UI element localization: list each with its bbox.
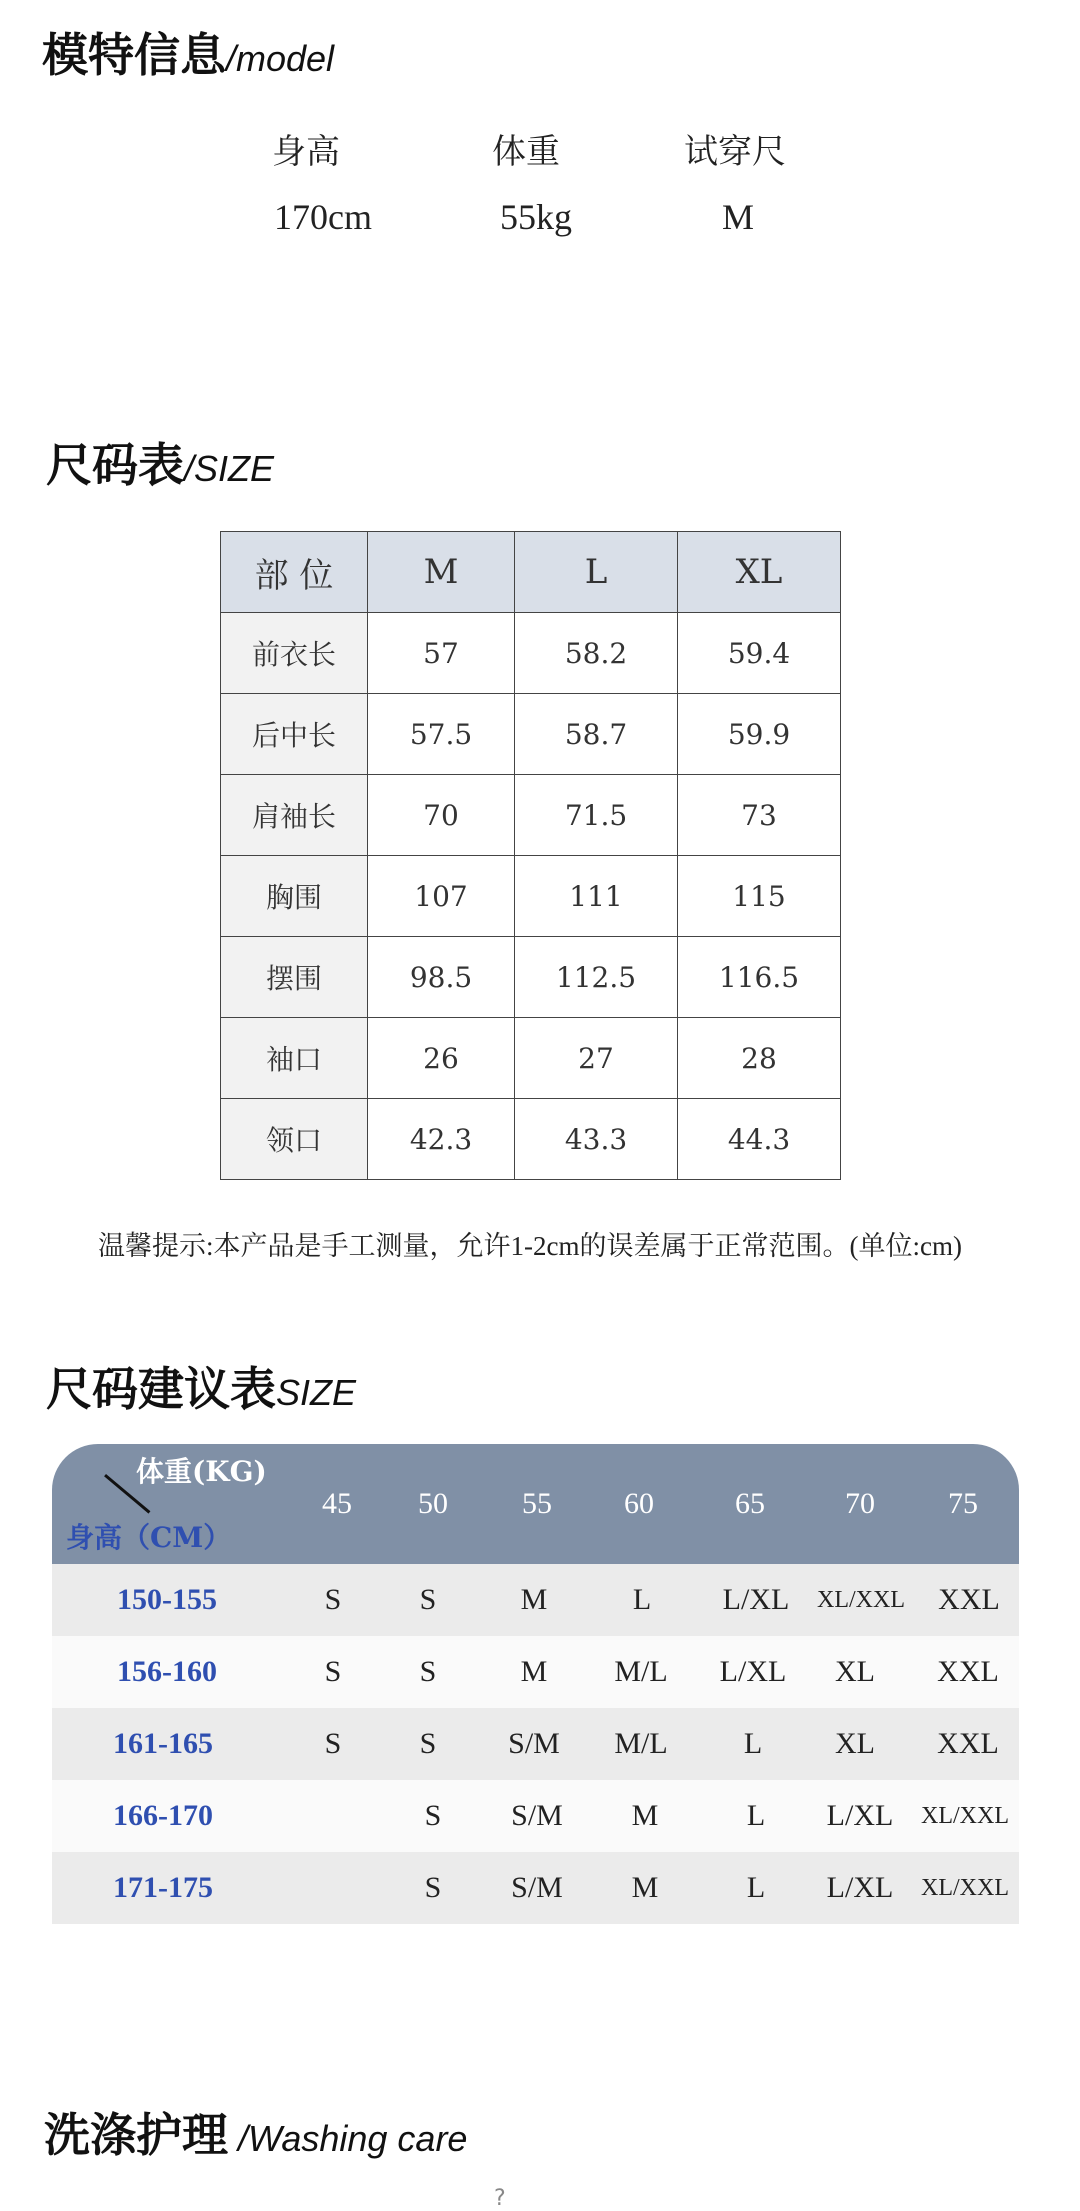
size-table-part: 摆围 — [221, 937, 368, 1018]
size-note: 温馨提示:本产品是手工测量，允许1-2cm的误差属于正常范围。(单位:cm) — [98, 1231, 962, 1261]
size-table-header-m: M — [368, 532, 515, 613]
size-suggestion: L/XL — [722, 1583, 790, 1616]
size-table-cell: 107 — [368, 856, 515, 937]
size-suggestion: M — [520, 1583, 548, 1616]
size-table-cell: 70 — [368, 775, 515, 856]
recommend-title-en: SIZE — [276, 1372, 357, 1413]
size-table-cell: 73 — [678, 775, 841, 856]
size-suggestion: L/XL — [719, 1655, 787, 1688]
recommend-table — [52, 1444, 1019, 1924]
size-table — [220, 531, 841, 1180]
recommend-row — [52, 1636, 1019, 1708]
size-table-cell: 59.4 — [678, 613, 841, 694]
size-suggestion: M — [631, 1871, 659, 1904]
size-suggestion: XL/XXL — [817, 1586, 905, 1613]
weight-header: 75 — [948, 1487, 978, 1520]
weight-header: 70 — [845, 1487, 875, 1520]
size-table-cell: 111 — [515, 856, 678, 937]
size-table-header-part: 部 位 — [221, 532, 368, 613]
size-table-row — [221, 694, 841, 775]
size-suggestion: L — [746, 1799, 766, 1832]
size-table-cell: 98.5 — [368, 937, 515, 1018]
size-table-cell: 112.5 — [515, 937, 678, 1018]
washing-title-cn: 洗涤护理 — [44, 2108, 228, 2162]
size-table-header-l: L — [515, 532, 678, 613]
size-suggestion: XL — [835, 1727, 875, 1760]
size-table-header-xl: XL — [678, 532, 841, 613]
size-table-cell: 57 — [368, 613, 515, 694]
size-suggestion: S — [324, 1655, 342, 1688]
height-range: 166-170 — [113, 1799, 213, 1832]
model-title-en: /model — [226, 38, 335, 79]
size-table-cell: 116.5 — [678, 937, 841, 1018]
size-suggestion: S/M — [508, 1727, 560, 1760]
size-table-part: 袖口 — [221, 1018, 368, 1099]
size-suggestion: M/L — [614, 1655, 668, 1688]
model-header-weight: 体重 — [492, 132, 560, 172]
size-suggestion: XXL — [938, 1583, 1000, 1616]
recommend-section-title — [46, 1362, 357, 1416]
recommend-row — [52, 1708, 1019, 1780]
model-header-size: 试穿尺 — [684, 132, 786, 172]
size-table-header-row — [221, 532, 841, 613]
size-suggestion: XL/XXL — [921, 1802, 1009, 1829]
size-table-cell: 115 — [678, 856, 841, 937]
size-table-cell: 43.3 — [515, 1099, 678, 1180]
size-table-cell: 42.3 — [368, 1099, 515, 1180]
size-suggestion: S — [424, 1871, 442, 1904]
size-table-cell: 58.2 — [515, 613, 678, 694]
weight-header: 65 — [735, 1487, 765, 1520]
size-table-cell: 58.7 — [515, 694, 678, 775]
recommend-row — [52, 1564, 1019, 1636]
size-suggestion: XXL — [937, 1655, 999, 1688]
size-suggestion: XXL — [937, 1727, 999, 1760]
model-title-cn: 模特信息 — [42, 28, 226, 82]
size-table-part: 后中长 — [221, 694, 368, 775]
size-table-row — [221, 1018, 841, 1099]
recommend-title-cn: 尺码建议表 — [46, 1362, 276, 1416]
weight-header: 60 — [624, 1487, 654, 1520]
size-suggestion: M — [520, 1655, 548, 1688]
size-suggestion: M — [631, 1799, 659, 1832]
size-suggestion: XL/XXL — [921, 1874, 1009, 1901]
size-title-en: /SIZE — [184, 448, 275, 489]
size-suggestion: S — [419, 1727, 437, 1760]
size-suggestion: L/XL — [826, 1799, 894, 1832]
size-table-row — [221, 775, 841, 856]
size-suggestion: L — [632, 1583, 652, 1616]
weight-header: 50 — [418, 1487, 448, 1520]
size-suggestion: S/M — [511, 1871, 563, 1904]
washing-title-en: /Washing care — [228, 2118, 468, 2159]
weight-header: 55 — [522, 1487, 552, 1520]
size-suggestion: S — [424, 1799, 442, 1832]
model-value-size: M — [722, 197, 755, 237]
size-table-cell: 71.5 — [515, 775, 678, 856]
recommend-row — [52, 1780, 1019, 1852]
washing-section-title — [44, 2108, 468, 2162]
height-range: 171-175 — [113, 1871, 213, 1904]
weight-header: 45 — [322, 1487, 352, 1520]
size-title-cn: 尺码表 — [46, 438, 184, 492]
size-suggestion: S/M — [511, 1799, 563, 1832]
size-suggestion: S — [419, 1655, 437, 1688]
size-table-cell: 28 — [678, 1018, 841, 1099]
size-section-title — [46, 438, 275, 492]
size-table-part: 前衣长 — [221, 613, 368, 694]
size-table-part: 肩袖长 — [221, 775, 368, 856]
size-table-row — [221, 937, 841, 1018]
size-table-row — [221, 613, 841, 694]
size-suggestion: M/L — [614, 1727, 668, 1760]
size-table-row — [221, 1099, 841, 1180]
recommend-table-header — [52, 1444, 1019, 1564]
recommend-row — [52, 1852, 1019, 1924]
weight-axis-label: 体重(KG) — [136, 1455, 267, 1488]
height-range: 161-165 — [113, 1727, 213, 1760]
model-value-weight: 55kg — [500, 197, 572, 237]
model-value-height: 170cm — [274, 197, 372, 237]
partial-glyph: ? — [494, 2186, 506, 2211]
size-suggestion: L — [743, 1727, 763, 1760]
size-suggestion: S — [324, 1583, 342, 1616]
size-table-cell: 27 — [515, 1018, 678, 1099]
height-range: 150-155 — [117, 1583, 217, 1616]
size-table-part: 领口 — [221, 1099, 368, 1180]
model-section-title — [42, 28, 335, 82]
model-header-height: 身高 — [272, 132, 340, 172]
size-suggestion: L/XL — [826, 1871, 894, 1904]
size-table-cell: 59.9 — [678, 694, 841, 775]
size-table-row — [221, 856, 841, 937]
size-table-cell: 44.3 — [678, 1099, 841, 1180]
height-axis-label: 身高（CM） — [66, 1521, 232, 1554]
size-table-cell: 57.5 — [368, 694, 515, 775]
size-suggestion: S — [324, 1727, 342, 1760]
size-suggestion: XL — [835, 1655, 875, 1688]
size-table-cell: 26 — [368, 1018, 515, 1099]
height-range: 156-160 — [117, 1655, 217, 1688]
size-table-part: 胸围 — [221, 856, 368, 937]
size-suggestion: L — [746, 1871, 766, 1904]
size-suggestion: S — [419, 1583, 437, 1616]
